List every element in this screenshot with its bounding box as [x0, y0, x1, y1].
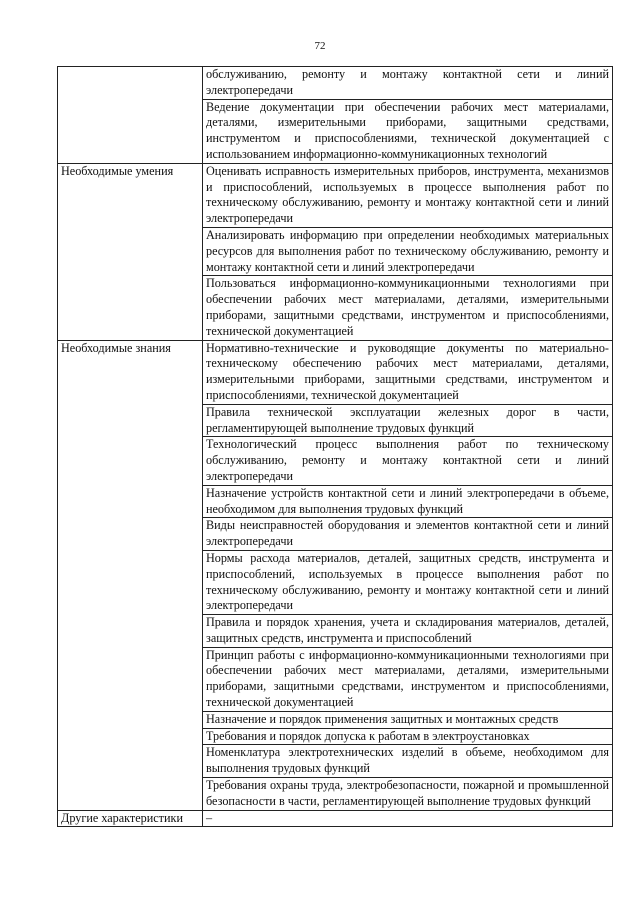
table-cell: Ведение документации при обеспечении рабочих мест материалами, деталями, измерительными приборами, защитными средствами, инструментом и приспособлениями, технической документацией с использованием информационно-коммуникационных технологий [203, 99, 613, 163]
table-row [58, 340, 613, 404]
table-cell: Анализировать информацию при определении необходимых материальных ресурсов для выполнения работ по техническому обслуживанию, ремонту и монтажу контактной сети и линий электропередачи [203, 227, 613, 275]
page-number: 72 [314, 40, 326, 52]
table-cell: Технологический процесс выполнения работ по техническому обслуживанию, ремонту и монтажу контактной сети и линий электропередачи [203, 437, 613, 485]
row-label [58, 67, 203, 164]
table-cell: – [203, 810, 613, 827]
row-label-other: Другие характеристики [58, 810, 203, 827]
requirements-table [57, 66, 613, 827]
table-cell: Оценивать исправность измерительных приборов, инструмента, механизмов и приспособлений, используемых в процессе выполнения работ по техническому обслуживанию, ремонту и монтажу контактной сети и линий электропередачи [203, 163, 613, 227]
table-cell: Нормативно-технические и руководящие документы по материально-техническому обеспечению рабочих мест материалами, деталями, измерительными приборами, защитными средствами, инструментом и приспособлениями, технической документацией [203, 340, 613, 404]
table-row [58, 163, 613, 227]
table-cell: Назначение устройств контактной сети и линий электропередачи в объеме, необходимом для выполнения трудовых функций [203, 485, 613, 518]
table-cell: Правила и порядок хранения, учета и складирования материалов, деталей, защитных средств, инструмента и приспособлений [203, 615, 613, 648]
table-cell: Принцип работы с информационно-коммуникационными технологиями при обеспечении рабочих мест материалами, деталями, измерительными приборами, защитными средствами, инструментом и приспособлениями, технической документацией [203, 647, 613, 711]
table-cell: Требования и порядок допуска к работам в электроустановках [203, 728, 613, 745]
table-cell: Номенклатура электротехнических изделий в объеме, необходимом для выполнения трудовых функций [203, 745, 613, 778]
table-cell: Назначение и порядок применения защитных и монтажных средств [203, 711, 613, 728]
row-label-knowledge: Необходимые знания [58, 340, 203, 810]
table-row [58, 67, 613, 100]
table-cell: обслуживанию, ремонту и монтажу контактной сети и линий электропередачи [203, 67, 613, 100]
table-cell: Нормы расхода материалов, деталей, защитных средств, инструмента и приспособлений, используемых в процессе выполнения работ по техническому обслуживанию, ремонту и монтажу контактной сети и линий электропередачи [203, 550, 613, 614]
table-cell: Правила технической эксплуатации железных дорог в части, регламентирующей выполнение трудовых функций [203, 404, 613, 437]
table-cell: Пользоваться информационно-коммуникационными технологиями при обеспечении рабочих мест материалами, деталями, измерительными приборами, защитными средствами, инструментом и приспособлениями, технической документацией [203, 276, 613, 340]
row-label-skills: Необходимые умения [58, 163, 203, 340]
table-row [58, 810, 613, 827]
table-cell: Виды неисправностей оборудования и элементов контактной сети и линий электропередачи [203, 518, 613, 551]
table-cell: Требования охраны труда, электробезопасности, пожарной и промышленной безопасности в части, регламентирующей выполнение трудовых функций [203, 778, 613, 811]
